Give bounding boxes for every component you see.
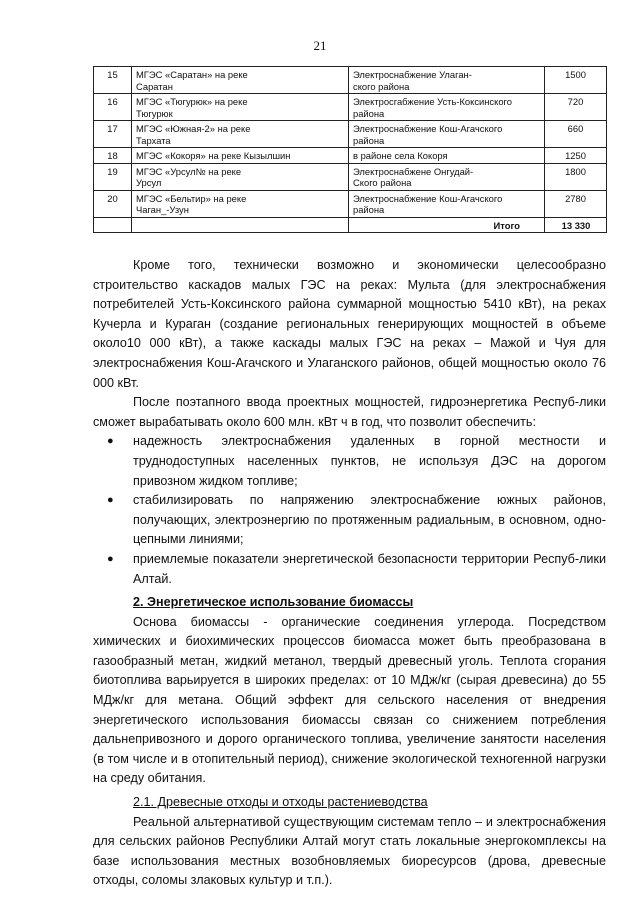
section-heading-biomass: 2. Энергетическое использование биомассы (133, 595, 414, 610)
station-purpose: Электроснабжение Улаган- ского района (349, 67, 545, 94)
total-label: Итого (349, 217, 545, 233)
small-hydro-table (93, 66, 607, 233)
station-purpose: Электроснабжене Онгудай- Ского района (349, 163, 545, 190)
total-value: 13 330 (545, 217, 607, 233)
station-name: МГЭС «Урсул№ на реке Урсул (132, 163, 349, 190)
station-purpose: в районе села Кокоря (349, 148, 545, 164)
station-purpose: Электроснабжение Кош-Агачского района (349, 121, 545, 148)
row-number: 17 (94, 121, 132, 148)
row-number: 19 (94, 163, 132, 190)
list-item: ● приемлемые показатели энергетической безопасности территории Респуб-лики Алтай. (107, 551, 606, 586)
station-power: 1250 (545, 148, 607, 164)
row-number: 20 (94, 190, 132, 217)
station-power: 2780 (545, 190, 607, 217)
bullet-icon: ● (107, 552, 114, 565)
table-row (94, 190, 607, 217)
subsection-heading-wood-waste: 2.1. Древесные отходы и отходы растениеводства (133, 795, 428, 810)
benefits-list (93, 432, 606, 589)
paragraph-cascades: Кроме того, технически возможно и экономически целесообразно строительство каскадов малых ГЭС на реках: Мульта (для электроснабжения потребителей Усть-Коксинского района суммарной мощностью 5410 кВт), на реках Кучерла и Кураган (создание региональных генерирующих мощностей в объеме около10 000 кВт), а также каскады малых ГЭС на реках – Мажой и Чуя для электроснабжения Кош-Агачского и Улаганского районов, общей мощностью около 76 000 кВт. (93, 258, 606, 390)
row-number: 16 (94, 94, 132, 121)
body-text (93, 256, 606, 891)
station-name: МГЭС «Тюгурюк» на реке Тюгурюк (132, 94, 349, 121)
table-row (94, 148, 607, 164)
table-row (94, 121, 607, 148)
bullet-icon: ● (107, 494, 114, 507)
station-name: МГЭС «Бельтир» на реке Чаган_-Узун (132, 190, 349, 217)
list-item: ● стабилизировать по напряжению электроснабжение южных районов, получающих, электроэнергию по протяженным радиальным, в основном, одно- цепными линиями; (107, 493, 606, 547)
row-number: 18 (94, 148, 132, 164)
table-row (94, 94, 607, 121)
list-item: ● надежность электроснабжения удаленных в горной местности и труднодоступных населенных пунктов, не используя ДЭС на дорогом привозном жидком топливе; (107, 434, 606, 488)
station-power: 720 (545, 94, 607, 121)
table-row (94, 67, 607, 94)
station-name: МГЭС «Кокоря» на реке Кызылшин (132, 148, 349, 164)
row-number: 15 (94, 67, 132, 94)
page-number: 21 (313, 38, 327, 53)
station-purpose: Электросгабжение Усть-Коксинского района (349, 94, 545, 121)
station-purpose: Электроснабжение Кош-Агачского района (349, 190, 545, 217)
table-total-row (94, 217, 607, 233)
paragraph-alternative: Реальной альтернативой существующим системам тепло – и электроснабжения для сельских районов Республики Алтай могут стать локальные энергокомплексы на базе использования местных возобновляемых биоресурсов (дрова, древесные отходы, соломы злаковых культур и т.п.). (93, 814, 606, 888)
paragraph-biomass: Основа биомассы - органические соединения углерода. Посредством химических и биохимических процессов биомасса может быть преобразована в газообразный метан, жидкий метанол, твердый древесный уголь. Теплота сгорания биотоплива варьируется в широких пределах: от 10 МДж/кг (сырая древесина) до 55 МДж/кг для метана. Общий эффект для сельского населения от внедрения энергетического использования биомассы связан со снижением потребления дальнепривозного и дорого органического топлива, увеличение занятости населения (в том числе и в отопительный период), снижение экологической техногенной нагрузки на среду обитания. (93, 614, 606, 786)
station-name: МГЭС «Саратан» на реке Саратан (132, 67, 349, 94)
station-name: МГЭС «Южная-2» на реке Тархата (132, 121, 349, 148)
table-row (94, 163, 607, 190)
station-power: 660 (545, 121, 607, 148)
station-power: 1500 (545, 67, 607, 94)
station-power: 1800 (545, 163, 607, 190)
bullet-icon: ● (107, 435, 114, 448)
paragraph-output: После поэтапного ввода проектных мощностей, гидроэнергетика Респуб-лики сможет вырабатывать около 600 млн. кВт ч в год, что позволит обеспечить: (93, 395, 606, 429)
